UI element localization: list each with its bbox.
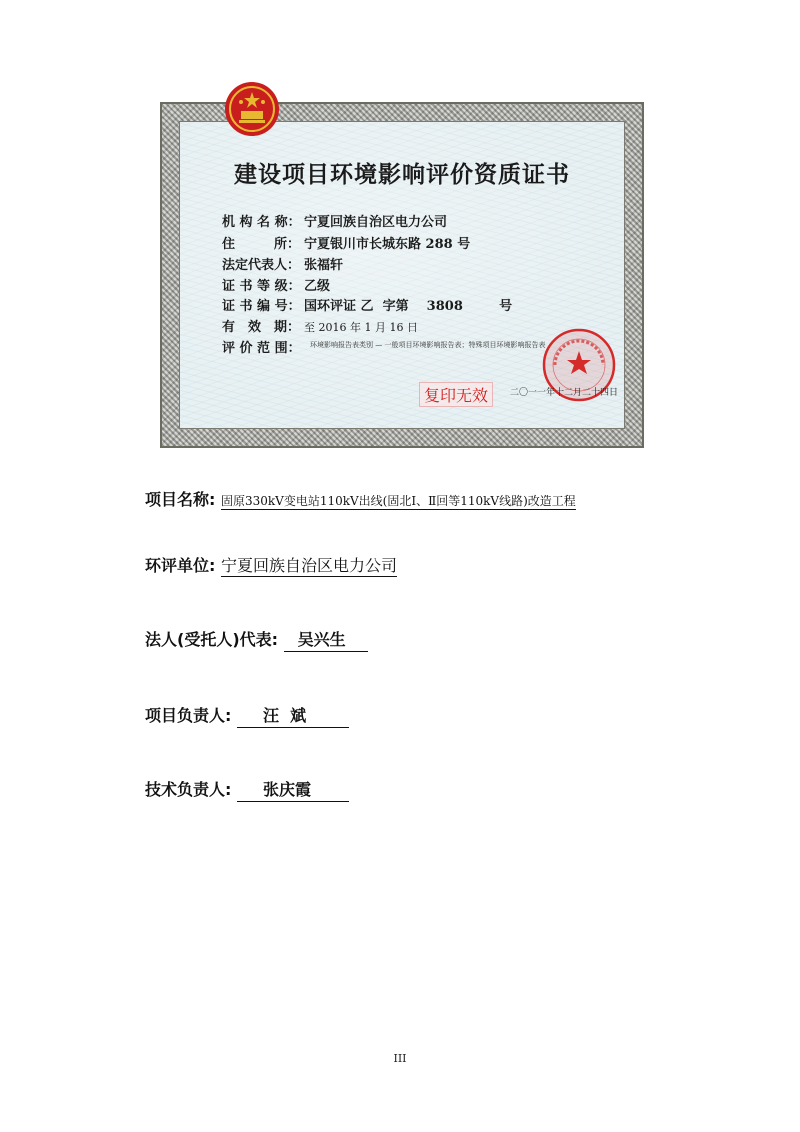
cert-row-number: [222, 295, 512, 314]
field-label: 项目名称:: [145, 490, 216, 509]
field-value: 固原330kV变电站110kV出线(固北Ⅰ、Ⅱ回等110kV线路)改造工程: [220, 494, 576, 508]
cert-label: 证 书 等 级：: [222, 279, 301, 294]
cert-value: 宁夏回族自治区电力公司: [304, 215, 448, 230]
cert-row-address: [222, 233, 470, 252]
field-project-leader: [145, 703, 349, 728]
copy-invalid-stamp: 复印无效: [419, 382, 493, 407]
field-label: 环评单位:: [145, 556, 216, 575]
certificate-title: 建设项目环境影响评价资质证书: [234, 161, 570, 188]
cert-label: 有 效 期：: [222, 320, 301, 335]
field-project-name: [145, 487, 576, 510]
field-value: 张庆霞: [237, 777, 349, 802]
field-value: 吴兴生: [284, 627, 368, 652]
field-label: 技术负责人:: [145, 780, 232, 799]
field-label: 项目负责人:: [145, 706, 232, 725]
cert-value: 至 2016 年 1 月 16 日: [304, 321, 418, 334]
cert-label: 机 构 名 称：: [222, 215, 301, 230]
cert-value: 宁夏银川市长城东路 288 号: [304, 237, 471, 252]
field-eia-unit: [145, 553, 397, 576]
field-legal-representative: [145, 627, 368, 652]
cert-row-legal-rep: [222, 254, 343, 273]
cert-row-grade: [222, 275, 330, 294]
cert-value: 乙级: [304, 279, 331, 294]
page-number: III: [393, 1052, 407, 1065]
field-value: 宁夏回族自治区电力公司: [220, 556, 397, 575]
cert-row-scope: [222, 337, 304, 356]
field-label: 法人(受托人)代表:: [145, 630, 279, 649]
cert-row-org-name: [222, 211, 447, 230]
cert-label: 证 书 编 号：: [222, 299, 301, 314]
cert-issue-date: 二〇一一年十二月二十四日: [510, 388, 619, 398]
field-value: 汪 斌: [237, 703, 349, 728]
cert-scope-text: 环境影响报告表类别 — 一般项目环境影响报告表；特殊项目环境影响报告表: [310, 341, 546, 349]
cert-label: 住 所：: [222, 237, 301, 252]
cert-value: 国环评证 乙 字第 3808 号: [304, 299, 513, 314]
cert-label: 法定代表人：: [222, 258, 301, 273]
cert-row-validity: [222, 316, 418, 335]
cert-value: 张福轩: [304, 258, 344, 273]
cert-label: 评 价 范 围：: [222, 341, 301, 356]
field-technical-leader: [145, 777, 349, 802]
national-emblem-icon: [223, 80, 281, 138]
